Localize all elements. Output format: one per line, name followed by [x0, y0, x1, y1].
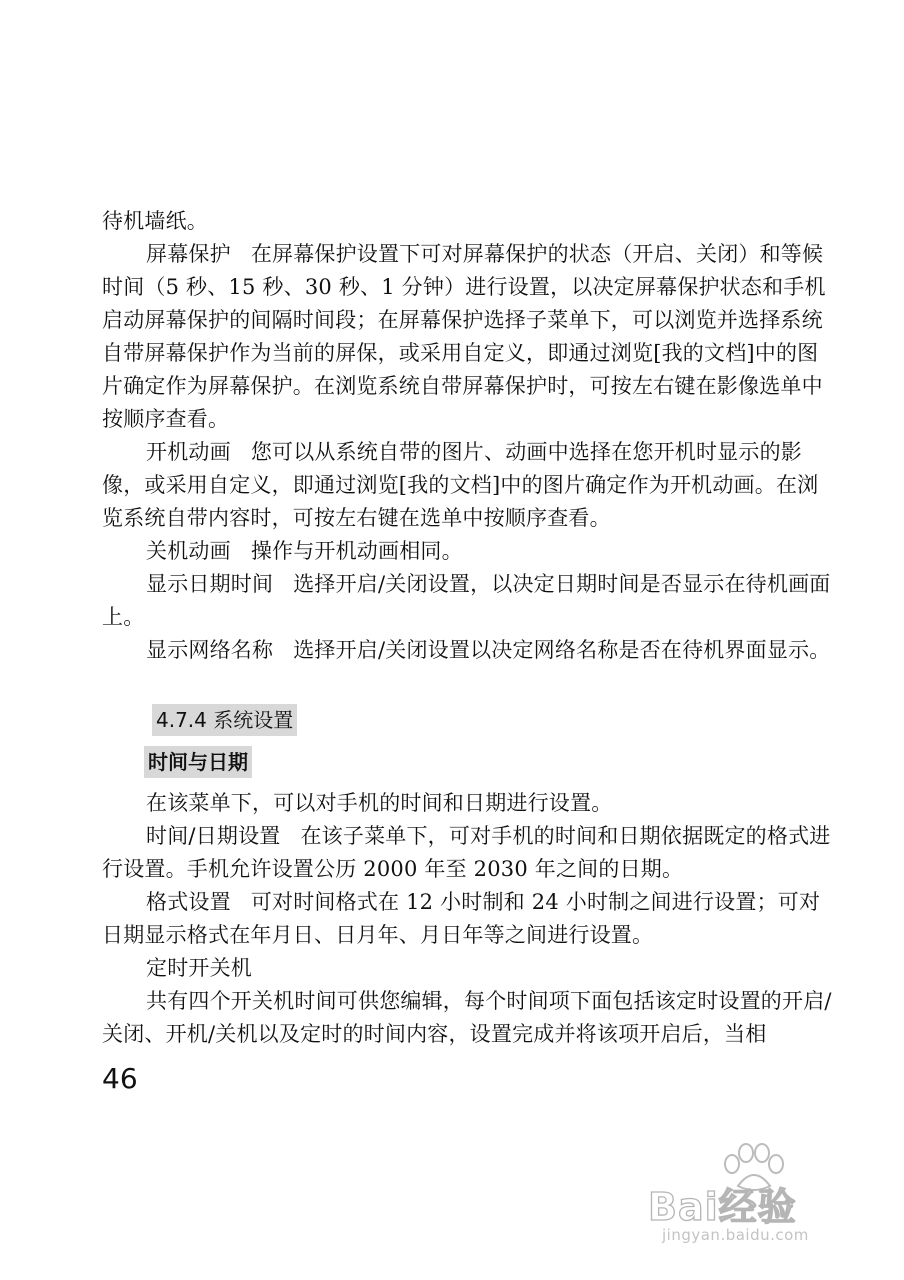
paragraph-time-date-intro: 在该菜单下，可以对手机的时间和日期进行设置。	[146, 791, 613, 815]
paragraph-wallpaper-end: 待机墙纸。	[102, 209, 208, 233]
format-setting-description: 可对时间格式在 12 小时制和 24 小时制之间进行设置；可对日期显示格式在年月日、日月年、月日年等之间进行设置。	[102, 890, 821, 947]
term-shutdown-animation: 关机动画	[146, 539, 231, 563]
paragraph-format-setting	[102, 886, 832, 952]
term-time-date-setting: 时间/日期设置	[146, 824, 281, 848]
screensaver-description: 在屏幕保护设置下可对屏幕保护的状态（开启、关闭）和等候时间（5 秒、15 秒、30 秒、1 分钟）进行设置，以决定屏幕保护状态和手机启动屏幕保护的间隔时间段；在屏幕保护选择子菜单下，可以浏览并选择系统自带屏幕保护作为当前的屏保，或采用自定义，即通过浏览[我的文档]中的图片确定作为屏幕保护。在浏览系统自带屏幕保护时，可按左右键在影像选单中按顺序查看。	[102, 242, 826, 431]
shutdown-animation-description: 操作与开机动画相同。	[250, 539, 463, 563]
time-date-setting-description: 在该子菜单下，可对手机的时间和日期依据既定的格式进行设置。手机允许设置公历 2000 年至 2030 年之间的日期。	[102, 824, 831, 881]
paragraph-time-date-setting	[102, 820, 832, 886]
baidu-jingyan-watermark	[640, 1140, 880, 1245]
paragraph-shutdown-animation	[102, 535, 832, 568]
show-network-description: 选择开启/关闭设置以决定网络名称是否在待机界面显示。	[293, 638, 831, 662]
paragraph-timed-power: 共有四个开关机时间可供您编辑，每个时间项下面包括该定时设置的开启/关闭、开机/关机以及定时的时间内容，设置完成并将该项开启后，当相	[102, 989, 832, 1046]
paragraph-boot-animation	[102, 436, 832, 535]
term-boot-animation: 开机动画	[146, 440, 231, 464]
page-number: 46	[102, 1062, 138, 1095]
term-format-setting: 格式设置	[146, 890, 231, 914]
term-show-network: 显示网络名称	[146, 638, 274, 662]
subsection-heading: 时间与日期	[144, 746, 252, 778]
show-datetime-description: 选择开启/关闭设置，以决定日期时间是否显示在待机画面上。	[102, 572, 831, 629]
paragraph-show-datetime	[102, 568, 832, 634]
boot-animation-description: 您可以从系统自带的图片、动画中选择在您开机时显示的影像，或采用自定义，即通过浏览[我的文档]中的图片确定作为开机动画。在浏览系统自带内容时，可按左右键在选单中按顺序查看。	[102, 440, 819, 530]
paragraph-timed-power-title: 定时开关机	[146, 956, 252, 980]
body-text-bottom	[102, 787, 832, 1051]
watermark-brand: Bai经验	[648, 1185, 797, 1229]
body-text-top	[102, 205, 832, 667]
watermark-url: jingyan.baidu.com	[662, 1226, 809, 1244]
section-heading: 4.7.4 系统设置	[152, 704, 297, 736]
paragraph-screensaver	[102, 238, 832, 436]
term-show-datetime: 显示日期时间	[146, 572, 274, 596]
paragraph-show-network	[102, 634, 832, 667]
term-screensaver: 屏幕保护	[146, 242, 231, 266]
